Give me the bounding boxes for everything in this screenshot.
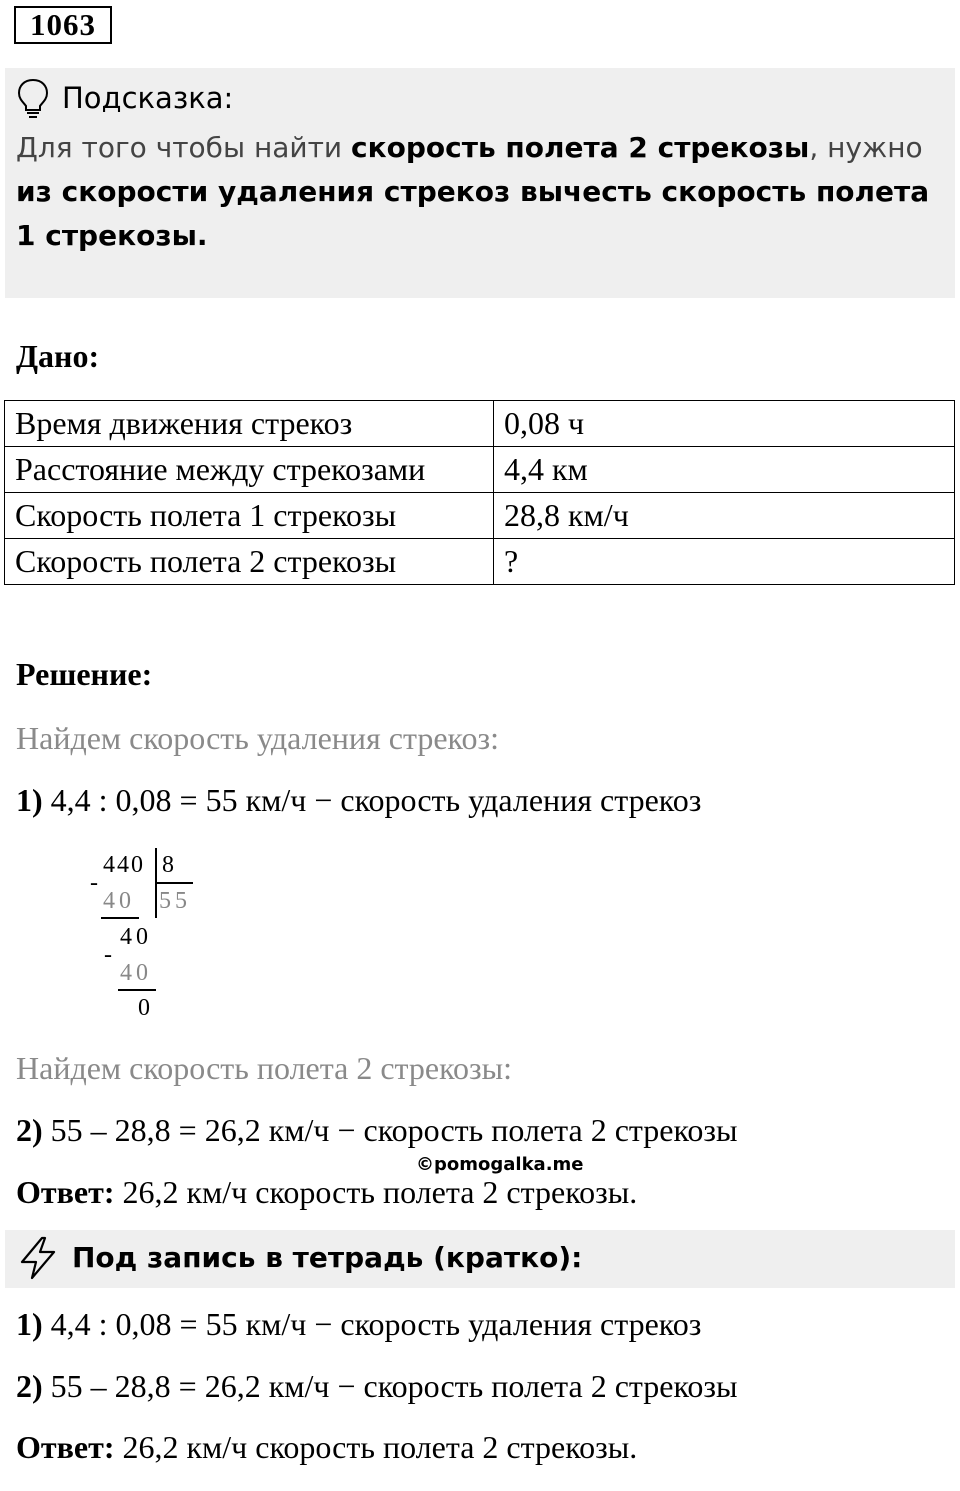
step-number: 1)	[16, 782, 43, 818]
given-value: 28,8 км/ч	[494, 493, 955, 539]
lightning-icon	[18, 1236, 58, 1280]
hint-text-part-1: Для того чтобы найти	[16, 131, 352, 164]
division-subtrahend-2: 40	[120, 960, 152, 986]
solution-answer	[16, 1174, 637, 1211]
notebook-answer	[16, 1429, 637, 1466]
notebook-title: Под запись в тетрадь (кратко):	[72, 1241, 583, 1274]
solution-intro-1: Найдем скорость удаления стрекоз:	[16, 720, 499, 756]
solution-intro-2: Найдем скорость полета 2 стрекозы:	[16, 1050, 513, 1086]
given-value: ?	[494, 539, 955, 585]
hint-text-part-2: скорость полета 2 стрекозы	[351, 131, 810, 164]
division-subtrahend-1: 40	[103, 888, 135, 914]
given-label: Расстояние между стрекозами	[5, 447, 494, 493]
answer-label: Ответ:	[16, 1174, 115, 1210]
division-line-2	[118, 989, 156, 991]
step-text: 4,4 : 0,08 = 55 км/ч − скорость удаления стрекоз	[42, 1306, 702, 1342]
division-minus-sign: -	[90, 870, 98, 896]
answer-text: 26,2 км/ч скорость полета 2 стрекозы.	[114, 1429, 638, 1465]
division-divisor: 8	[162, 852, 174, 878]
division-dividend: 440	[103, 852, 145, 878]
task-number: 1063	[14, 6, 112, 44]
notebook-step-1	[16, 1306, 701, 1343]
given-value: 4,4 км	[494, 447, 955, 493]
watermark: ©pomogalka.me	[416, 1154, 584, 1175]
step-number: 2)	[16, 1368, 43, 1404]
division-remainder-1: 40	[120, 924, 152, 950]
step-text: 55 – 28,8 = 26,2 км/ч − скорость полета 2 стрекозы	[42, 1112, 738, 1148]
hint-title: Подсказка:	[62, 81, 234, 115]
solution-title: Решение:	[16, 656, 153, 692]
hint-text-part-4: из скорости удаления стрекоз вычесть скорость полета 1 стрекозы.	[16, 175, 930, 252]
given-value: 0,08 ч	[494, 401, 955, 447]
solution-step-2	[16, 1112, 738, 1149]
hint-text-part-3: , нужно	[809, 131, 923, 164]
answer-text: 26,2 км/ч скорость полета 2 стрекозы.	[114, 1174, 638, 1210]
division-remainder-final: 0	[138, 995, 150, 1021]
division-line-1	[101, 917, 139, 919]
table-row	[5, 539, 955, 585]
step-text: 4,4 : 0,08 = 55 км/ч − скорость удаления стрекоз	[42, 782, 702, 818]
table-row	[5, 493, 955, 539]
step-number: 1)	[16, 1306, 43, 1342]
given-label: Скорость полета 1 стрекозы	[5, 493, 494, 539]
step-number: 2)	[16, 1112, 43, 1148]
given-table	[4, 400, 955, 585]
given-title: Дано:	[16, 338, 100, 374]
division-quotient: 55	[159, 888, 191, 914]
solution-step-1	[16, 782, 701, 819]
answer-label: Ответ:	[16, 1429, 115, 1465]
division-minus-sign: -	[104, 942, 112, 968]
given-label: Время движения стрекоз	[5, 401, 494, 447]
lightbulb-icon	[16, 78, 50, 120]
notebook-step-2	[16, 1368, 738, 1405]
given-label: Скорость полета 2 стрекозы	[5, 539, 494, 585]
division-divisor-underline	[155, 882, 193, 884]
table-row	[5, 447, 955, 493]
step-text: 55 – 28,8 = 26,2 км/ч − скорость полета 2 стрекозы	[42, 1368, 738, 1404]
hint-text	[16, 126, 936, 258]
table-row	[5, 401, 955, 447]
